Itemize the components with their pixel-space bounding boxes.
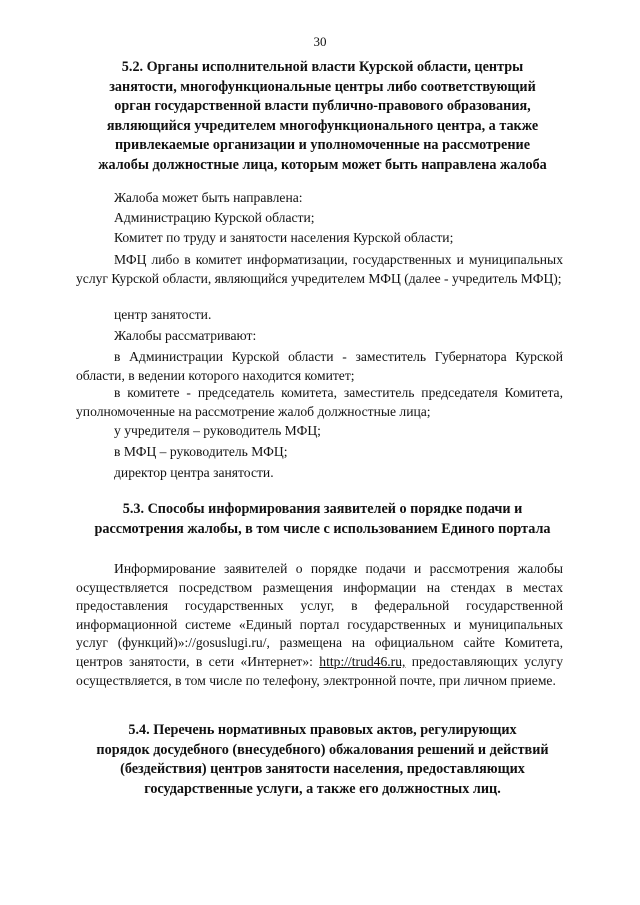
paragraph-text: предоставляющих услугу осуществляется, в том числе по телефону, электронной почте, при личном приеме.: [76, 653, 563, 688]
paragraph: МФЦ либо в комитет информатизации, государственных и муниципальных услуг Курской области, являющийся учредителем МФЦ (далее - учредитель МФЦ);: [76, 252, 563, 286]
heading-line: порядок досудебного (внесудебного) обжалования решений и действий: [96, 741, 549, 758]
section-5-4-heading: [70, 721, 575, 799]
paragraph: Комитет по труду и занятости населения Курской области;: [114, 230, 454, 245]
paragraph: в МФЦ – руководитель МФЦ;: [114, 444, 288, 459]
heading-line: государственные услуги, а также его должностных лиц.: [144, 780, 501, 797]
heading-line: (бездействия) центров занятости населения, предоставляющих: [120, 761, 525, 777]
section-5-2-heading: [70, 58, 575, 175]
paragraph: Администрацию Курской области;: [114, 210, 315, 225]
paragraph: директор центра занятости.: [114, 465, 274, 480]
heading-line: орган государственной власти публично-правового образования,: [114, 98, 531, 114]
heading-line: 5.2. Органы исполнительной власти Курской области, центры: [121, 59, 524, 75]
paragraph: Жалоба может быть направлена:: [114, 190, 303, 205]
heading-line: 5.3. Способы информирования заявителей о порядке подачи и: [122, 501, 523, 517]
section-5-3-heading: [70, 500, 575, 539]
paragraph-informing: [76, 560, 563, 690]
trud46-link[interactable]: http://trud46.ru,: [319, 653, 406, 669]
paragraph: центр занятости.: [114, 307, 212, 322]
paragraph: в Администрации Курской области - заместитель Губернатора Курской области, в ведении которого находится комитет;: [76, 349, 563, 383]
heading-line: являющийся учредителем многофункционального центра, а также: [106, 117, 539, 134]
paragraph: в комитете - председатель комитета, заместитель председателя Комитета, уполномоченные на рассмотрение жалоб должностные лица;: [76, 385, 563, 419]
paragraph-text: Информирование заявителей о порядке подачи и рассмотрения жалобы осуществляется посредством размещения информации на стендах в местах предоставления государственных услуг, в федеральной государственной информационной системе «Единый портал государственных и муниципальных услуг (функций)»://gosuslugi.ru/, размещена на официальном сайте Комитета, центров занятости, в сети «Интернет»:: [76, 561, 563, 669]
paragraph: у учредителя – руководитель МФЦ;: [114, 423, 321, 438]
heading-line: занятости, многофункциональные центры либо соответствующий: [109, 78, 536, 95]
page-number: 30: [313, 34, 327, 49]
heading-line: 5.4. Перечень нормативных правовых актов, регулирующих: [128, 722, 517, 738]
paragraph: Жалобы рассматривают:: [114, 328, 257, 343]
heading-line: рассмотрения жалобы, в том числе с использованием Единого портала: [94, 520, 551, 537]
heading-line: привлекаемые организации и уполномоченные на рассмотрение: [114, 137, 531, 153]
heading-line: жалобы должностные лица, которым может быть направлена жалоба: [98, 156, 547, 173]
